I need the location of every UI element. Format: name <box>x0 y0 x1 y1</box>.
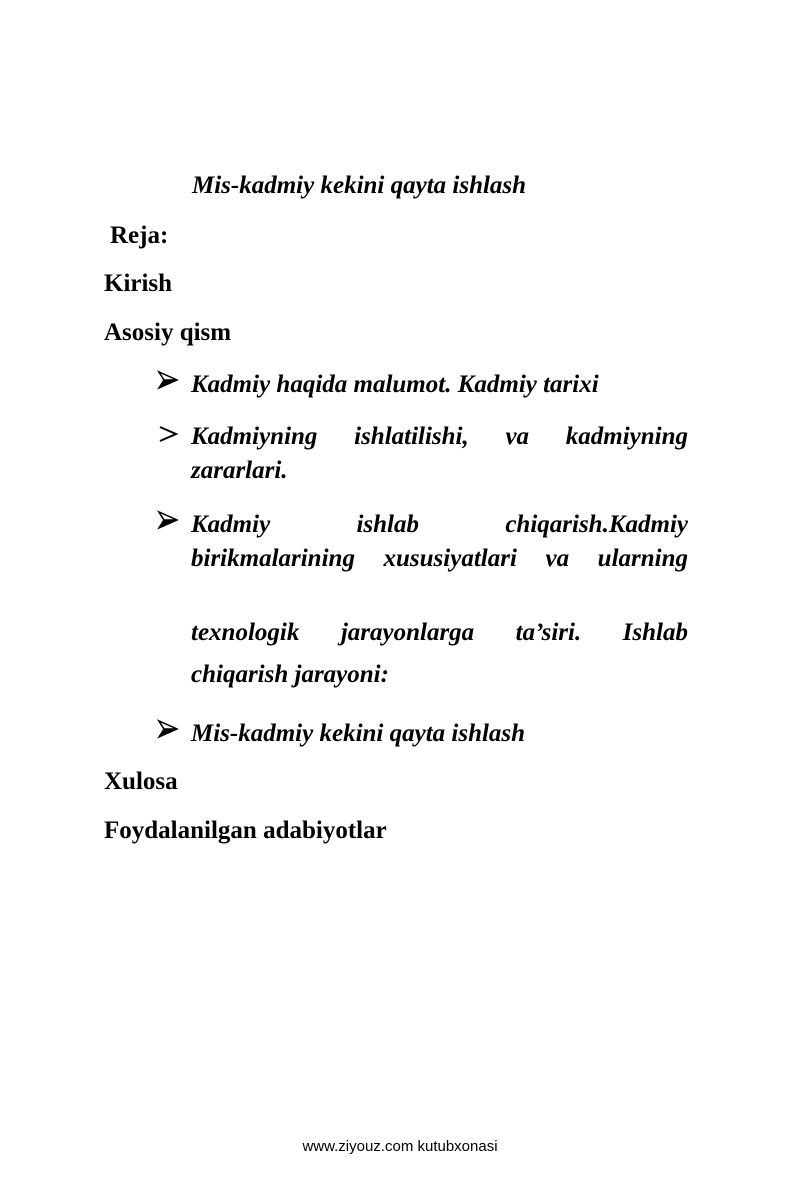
section-references: Foydalanilgan adabiyotlar <box>104 817 387 844</box>
section-conclusion: Xulosa <box>104 768 178 795</box>
arrowhead-bullet-icon <box>157 368 179 392</box>
section-main-part: Asosiy qism <box>104 319 232 346</box>
arrowhead-bullet-icon <box>157 422 179 446</box>
bullet-line: Kadmiy ishlab chiqarish.Kadmiy <box>191 511 688 538</box>
arrowhead-bullet-icon <box>157 717 179 741</box>
page-footer: www.ziyouz.com kutubxonasi <box>302 1138 498 1155</box>
document-title: Mis-kadmiy kekini qayta ishlash <box>192 172 527 199</box>
bullet-line: chiqarish jarayoni: <box>191 661 389 688</box>
bullet-line: texnologik jarayonlarga ta’siri. Ishlab <box>191 619 688 646</box>
bullet-line: zararlari. <box>191 457 288 484</box>
bullet-line: Kadmiy haqida malumot. Kadmiy tarixi <box>191 371 599 398</box>
section-intro: Kirish <box>104 270 173 297</box>
bullet-line: Kadmiyning ishlatilishi, va kadmiyning <box>191 423 688 450</box>
arrowhead-bullet-icon <box>157 508 179 532</box>
bullet-line: birikmalarining xususiyatlari va ularning <box>191 545 688 572</box>
plan-label: Reja: <box>110 222 169 249</box>
bullet-line: Mis-kadmiy kekini qayta ishlash <box>191 720 526 747</box>
